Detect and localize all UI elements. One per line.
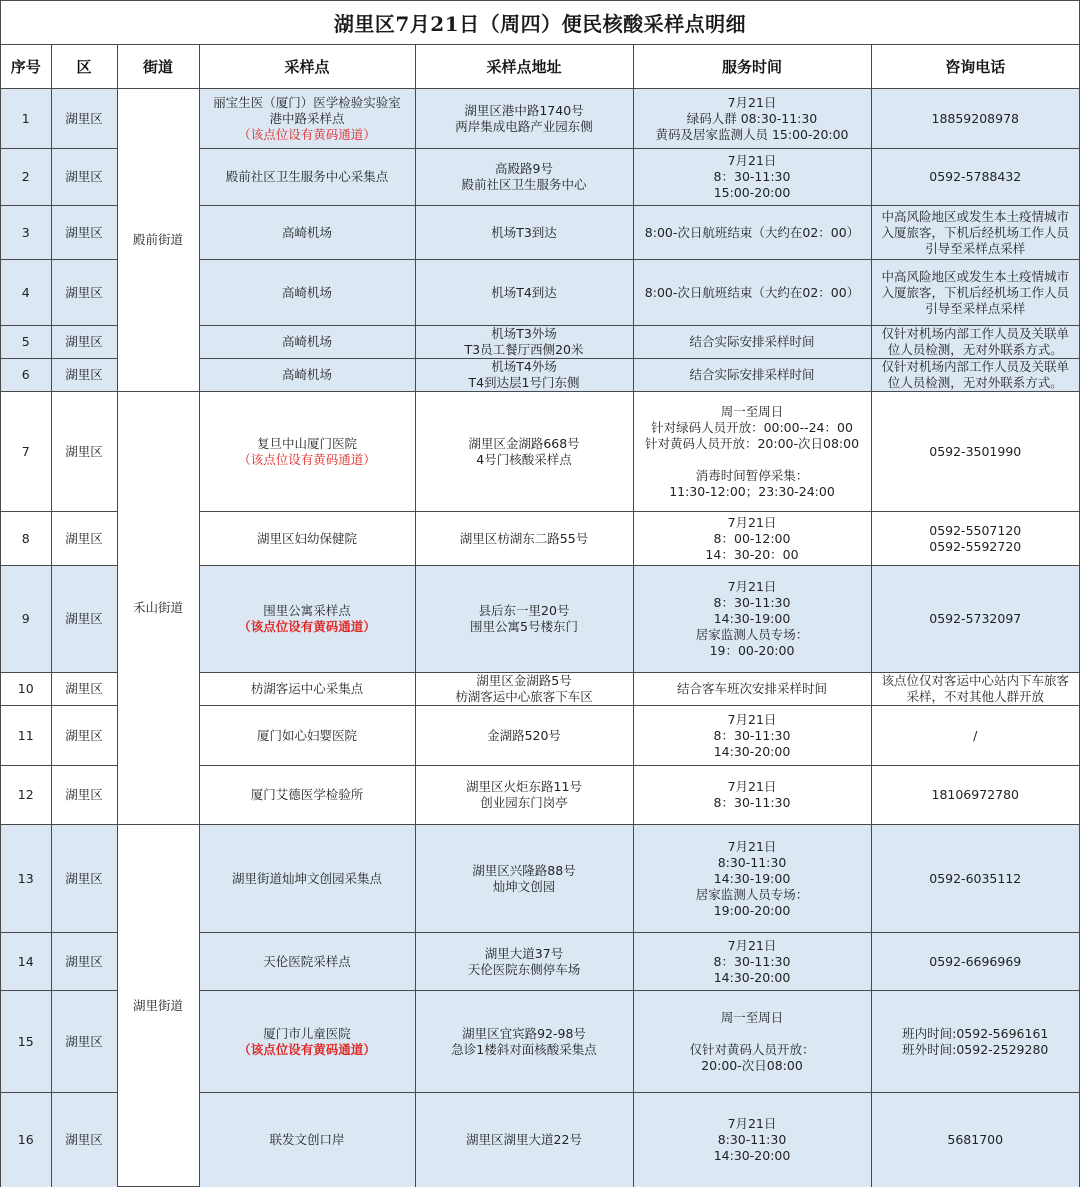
district-cell: 湖里区 [51, 206, 117, 260]
table-row [1, 89, 1079, 149]
phone-line: 入厦旅客，下机后经机场工作人员 [881, 224, 1069, 240]
hours-line: 居家监测人员专场： [695, 886, 809, 902]
phone-line: 0592-5507120 [929, 522, 1022, 538]
sampling-sites-table [1, 45, 1079, 1187]
address-cell [415, 933, 633, 991]
address-line: 4号门核酸采样点 [476, 451, 572, 467]
address-line: 湖里区金湖路668号 [468, 435, 580, 451]
hours-line: 周一至周日 [720, 403, 784, 419]
hours-cell [633, 673, 871, 706]
hours-line: 8：30-11:30 [713, 795, 791, 810]
address-line: 湖里大道37号 [484, 945, 564, 961]
street-cell: 殿前街道 [117, 89, 199, 392]
phone-line: 0592-6696969 [929, 953, 1022, 969]
hours-line: 7月21日 [727, 838, 777, 854]
site-cell [199, 206, 415, 260]
address-line: 湖里区宜宾路92-98号 [462, 1025, 586, 1041]
phone-cell [871, 392, 1079, 512]
site-cell [199, 149, 415, 206]
site-cell [199, 706, 415, 766]
address-line: 灿坤文创园 [492, 878, 556, 894]
hours-line: 8:00-次日航班结束（大约在02：00） [644, 224, 860, 240]
phone-line: 班外时间:0592-2529280 [902, 1041, 1049, 1057]
phone-line: 仅针对机场内部工作人员及关联单 [881, 326, 1069, 341]
address-line: 急诊1楼斜对面核酸采集点 [451, 1041, 597, 1057]
address-line: 机场T3外场 [491, 326, 557, 341]
site-name-line: 高崎机场 [281, 224, 332, 240]
yellow-code-notice: （该点位设有黄码通道） [238, 1041, 376, 1057]
hours-line: 19:00-20:00 [713, 902, 791, 918]
phone-line: 18106972780 [931, 787, 1019, 802]
site-cell [199, 991, 415, 1093]
address-cell [415, 566, 633, 673]
phone-line: 引导至采样点采样 [925, 300, 1026, 316]
row-number: 12 [1, 766, 51, 825]
phone-line: 仅针对机场内部工作人员及关联单 [881, 359, 1069, 374]
hours-line: 14:30-19:00 [713, 870, 791, 886]
row-number: 5 [1, 326, 51, 359]
hours-line: 7月21日 [727, 94, 777, 110]
address-line: 机场T4外场 [491, 359, 557, 374]
hours-cell [633, 206, 871, 260]
hours-cell [633, 392, 871, 512]
hours-line: 7月21日 [727, 514, 777, 530]
phone-cell [871, 260, 1079, 326]
hours-line: 结合实际安排采样时间 [689, 367, 815, 382]
address-cell [415, 766, 633, 825]
site-name-line: 厦门艾德医学检验所 [250, 787, 364, 802]
address-line: T4到达层1号门东侧 [468, 375, 580, 390]
hours-line: 8:30-11:30 [717, 854, 787, 870]
header-site: 采样点 [199, 45, 415, 89]
hours-line: 针对绿码人员开放：00:00--24：00 [651, 419, 853, 435]
row-number: 7 [1, 392, 51, 512]
address-cell [415, 991, 633, 1093]
address-cell [415, 1093, 633, 1187]
row-number: 11 [1, 706, 51, 766]
site-name-line: 湖里区妇幼保健院 [256, 530, 357, 546]
address-cell [415, 392, 633, 512]
district-cell: 湖里区 [51, 359, 117, 392]
hours-line: 8：30-11:30 [713, 169, 791, 184]
site-name-line: 联发文创口岸 [269, 1131, 345, 1147]
page-title: 湖里区7月21日（周四）便民核酸采样点明细 [1, 1, 1079, 45]
hours-line: 7月21日 [727, 1115, 777, 1131]
district-cell: 湖里区 [51, 673, 117, 706]
hours-line: 针对黄码人员开放：20:00-次日08:00 [644, 435, 860, 451]
phone-line: 0592-5732097 [929, 611, 1022, 626]
phone-line: 采样，不对其他人群开放 [906, 689, 1044, 704]
hours-line: 7月21日 [727, 711, 777, 727]
hours-line: 结合实际安排采样时间 [689, 334, 815, 349]
phone-cell [871, 149, 1079, 206]
site-cell [199, 392, 415, 512]
hours-line: 15:00-20:00 [713, 185, 791, 200]
hours-line: 14:30-20:00 [713, 969, 791, 985]
phone-cell [871, 566, 1079, 673]
hours-cell [633, 326, 871, 359]
address-line: 围里公寓5号楼东门 [470, 619, 578, 634]
row-number: 14 [1, 933, 51, 991]
hours-line: 14:30-20:00 [713, 743, 791, 759]
header-district: 区 [51, 45, 117, 89]
hours-cell [633, 149, 871, 206]
row-number: 1 [1, 89, 51, 149]
address-cell [415, 260, 633, 326]
district-cell: 湖里区 [51, 89, 117, 149]
header-no: 序号 [1, 45, 51, 89]
hours-line: 14：30-20：00 [705, 546, 799, 562]
address-line: 湖里区港中路1740号 [464, 102, 584, 118]
address-cell [415, 89, 633, 149]
hours-line: 结合客车班次安排采样时间 [676, 681, 827, 696]
district-cell: 湖里区 [51, 933, 117, 991]
district-cell: 湖里区 [51, 566, 117, 673]
header-hours: 服务时间 [633, 45, 871, 89]
phone-cell [871, 991, 1079, 1093]
row-number: 2 [1, 149, 51, 206]
phone-line: 入厦旅客，下机后经机场工作人员 [881, 284, 1069, 300]
row-number: 16 [1, 1093, 51, 1187]
address-line: 湖里区湖里大道22号 [466, 1131, 582, 1147]
hours-line [636, 1026, 869, 1042]
hours-cell [633, 825, 871, 933]
hours-line: 周一至周日 [720, 1009, 784, 1025]
site-name-line: 湖里街道灿坤文创园采集点 [231, 870, 382, 886]
address-line: 枋湖客运中心旅客下车区 [455, 689, 593, 704]
site-name-line: 枋湖客运中心采集点 [250, 681, 364, 696]
site-cell [199, 933, 415, 991]
address-line: 金湖路520号 [487, 727, 561, 743]
address-line: 机场T3到达 [491, 224, 557, 240]
hours-line: 14:30-20:00 [713, 1147, 791, 1163]
hours-cell [633, 933, 871, 991]
row-number: 15 [1, 991, 51, 1093]
phone-line: 0592-6035112 [929, 870, 1022, 886]
hours-cell [633, 991, 871, 1093]
hours-line: 仅针对黄码人员开放： [689, 1041, 815, 1057]
hours-line: 7月21日 [727, 779, 777, 794]
site-name-line: 厦门如心妇婴医院 [256, 727, 357, 743]
site-name-line: 天伦医院采样点 [263, 953, 351, 969]
hours-line: 8：30-11:30 [713, 727, 791, 743]
district-cell: 湖里区 [51, 1093, 117, 1187]
district-cell: 湖里区 [51, 260, 117, 326]
hours-line: 11:30-12:00；23:30-24:00 [669, 483, 835, 499]
hours-line: 8:00-次日航班结束（大约在02：00） [644, 284, 860, 300]
site-cell [199, 1093, 415, 1187]
hours-line: 8:30-11:30 [717, 1131, 787, 1147]
phone-cell [871, 1093, 1079, 1187]
hours-line: 8：30-11:30 [713, 595, 791, 610]
phone-cell [871, 933, 1079, 991]
address-cell [415, 359, 633, 392]
address-line: 湖里区兴隆路88号 [472, 862, 576, 878]
site-cell [199, 673, 415, 706]
phone-line: / [973, 727, 978, 743]
site-name-line: 丽宝生医（厦门）医学检验实验室 [213, 94, 401, 110]
hours-cell [633, 89, 871, 149]
address-line: 机场T4到达 [491, 284, 557, 300]
table-row [1, 825, 1079, 933]
phone-cell [871, 673, 1079, 706]
site-name-line: 高崎机场 [281, 367, 332, 382]
phone-cell [871, 326, 1079, 359]
hours-line: 8：00-12:00 [713, 530, 791, 546]
phone-line: 0592-5788432 [929, 169, 1022, 184]
district-cell: 湖里区 [51, 991, 117, 1093]
site-name-line: 厦门市儿童医院 [263, 1025, 351, 1041]
district-cell: 湖里区 [51, 326, 117, 359]
site-name-line: 殿前社区卫生服务中心采集点 [225, 169, 389, 184]
hours-line: 14:30-19:00 [713, 611, 791, 626]
site-cell [199, 89, 415, 149]
yellow-code-notice: （该点位设有黄码通道） [238, 451, 376, 467]
phone-cell [871, 359, 1079, 392]
phone-cell [871, 89, 1079, 149]
hours-line: 20:00-次日08:00 [701, 1057, 803, 1073]
address-cell [415, 206, 633, 260]
phone-line: 中高风险地区或发生本土疫情城市 [881, 268, 1069, 284]
address-line: 县后东一里20号 [478, 603, 570, 618]
address-line: 湖里区火炬东路11号 [466, 779, 582, 794]
site-cell [199, 326, 415, 359]
phone-cell [871, 206, 1079, 260]
address-cell [415, 149, 633, 206]
street-cell: 禾山街道 [117, 392, 199, 825]
hours-line: 黄码及居家监测人员 15:00-20:00 [655, 126, 849, 142]
district-cell: 湖里区 [51, 766, 117, 825]
phone-line: 引导至采样点采样 [925, 240, 1026, 256]
header-address: 采样点地址 [415, 45, 633, 89]
phone-line: 0592-5592720 [929, 538, 1022, 554]
hours-line [636, 452, 869, 468]
address-line: 高殿路9号 [495, 161, 553, 176]
hours-line: 7月21日 [727, 937, 777, 953]
site-name-line: 高崎机场 [281, 334, 332, 349]
address-line: 天伦医院东侧停车场 [467, 961, 581, 977]
phone-line: 0592-3501990 [929, 443, 1022, 459]
district-cell: 湖里区 [51, 392, 117, 512]
row-number: 6 [1, 359, 51, 392]
site-cell [199, 766, 415, 825]
address-cell [415, 326, 633, 359]
address-line: 两岸集成电路产业园东侧 [455, 118, 593, 134]
address-line: 殿前社区卫生服务中心 [461, 177, 587, 192]
district-cell: 湖里区 [51, 149, 117, 206]
district-cell: 湖里区 [51, 512, 117, 566]
phone-cell [871, 825, 1079, 933]
phone-line: 班内时间:0592-5696161 [902, 1025, 1049, 1041]
hours-line: 19：00-20:00 [709, 643, 795, 658]
table-row [1, 392, 1079, 512]
district-cell: 湖里区 [51, 706, 117, 766]
row-number: 10 [1, 673, 51, 706]
phone-cell [871, 766, 1079, 825]
yellow-code-notice: （该点位设有黄码通道） [238, 126, 376, 142]
hours-line: 8：30-11:30 [713, 953, 791, 969]
table-body [1, 89, 1079, 1187]
hours-line: 消毒时间暂停采集： [695, 467, 809, 483]
header-phone: 咨询电话 [871, 45, 1079, 89]
street-cell: 湖里街道 [117, 825, 199, 1187]
site-cell [199, 566, 415, 673]
site-name-line: 高崎机场 [281, 284, 332, 300]
phone-cell [871, 512, 1079, 566]
phone-line: 18859208978 [931, 110, 1019, 126]
address-cell [415, 706, 633, 766]
site-name-line: 围里公寓采样点 [263, 603, 351, 618]
site-cell [199, 260, 415, 326]
row-number: 3 [1, 206, 51, 260]
hours-cell [633, 359, 871, 392]
site-cell [199, 825, 415, 933]
phone-line: 位人员检测，无对外联系方式。 [887, 375, 1063, 390]
hours-cell [633, 566, 871, 673]
hours-cell [633, 766, 871, 825]
site-name-line: 复旦中山厦门医院 [256, 435, 357, 451]
hours-cell [633, 512, 871, 566]
hours-line: 7月21日 [727, 153, 777, 168]
phone-line: 中高风险地区或发生本土疫情城市 [881, 208, 1069, 224]
row-number: 13 [1, 825, 51, 933]
phone-line: 位人员检测，无对外联系方式。 [887, 342, 1063, 357]
row-number: 8 [1, 512, 51, 566]
yellow-code-notice: （该点位设有黄码通道） [238, 619, 376, 634]
phone-cell [871, 706, 1079, 766]
address-line: 湖里区金湖路5号 [476, 673, 572, 688]
address-line: 湖里区枋湖东二路55号 [459, 530, 589, 546]
row-number: 4 [1, 260, 51, 326]
row-number: 9 [1, 566, 51, 673]
phone-line: 5681700 [947, 1131, 1004, 1147]
hours-line: 居家监测人员专场： [695, 627, 809, 642]
hours-cell [633, 706, 871, 766]
address-cell [415, 673, 633, 706]
hours-line: 绿码人群 08:30-11:30 [686, 110, 818, 126]
hours-cell [633, 260, 871, 326]
site-name-line: 港中路采样点 [269, 110, 345, 126]
address-line: 创业园东门岗亭 [480, 795, 568, 810]
address-cell [415, 825, 633, 933]
hours-line: 7月21日 [727, 579, 777, 594]
district-cell: 湖里区 [51, 825, 117, 933]
header-street: 街道 [117, 45, 199, 89]
site-cell [199, 359, 415, 392]
address-cell [415, 512, 633, 566]
hours-cell [633, 1093, 871, 1187]
site-cell [199, 512, 415, 566]
address-line: T3员工餐厅西侧20米 [464, 342, 584, 357]
header-row [1, 45, 1079, 89]
phone-line: 该点位仅对客运中心站内下车旅客 [881, 673, 1069, 688]
